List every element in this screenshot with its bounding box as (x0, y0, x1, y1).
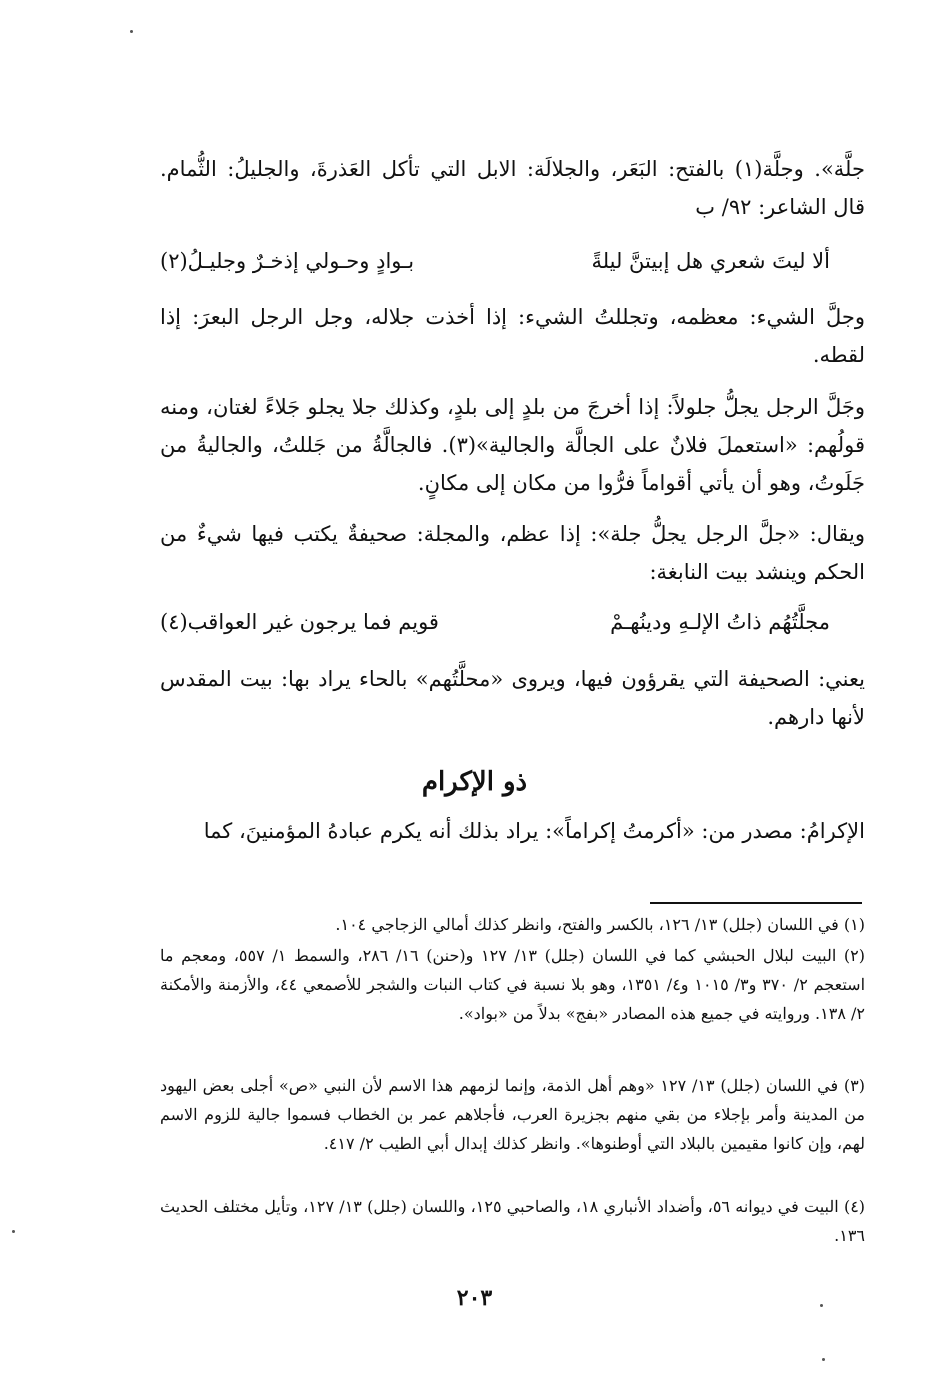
verse-2-second-hemistich: قويم فما يرجون غير العواقب(٤) (160, 610, 439, 634)
footnote-3: (٣) في اللسان (جلل) ١٣/ ١٢٧ «وهم أهل الذمة، وإنما لزمهم هذا الاسم لأن النبي «ص» أجلى بعض اليهود من المدينة وأمر بإجلاء من بقي منهم بجزيرة العرب، فأجلاهم عمر بن الخطاب فسموا جالية للزوم الاسم لهم، وإن كانوا مقيمين بالبلاد التي أوطنوها». وانظر كذلك إبدال أبي الطيب ٢/ ٤١٧. (160, 1076, 866, 1153)
paragraph-2: وجلَّ الشيء: معظمه، وتجللتُ الشيء: إذا أخذت جلاله، وجل الرجل البعرَ: إذا لقطه. (160, 305, 865, 367)
verse-1 (160, 242, 830, 280)
page-number: ٢٠٣ (456, 1285, 493, 1311)
footnote-2: (٢) البيت لبلال الحبشي كما في اللسان (جلل) ١٣/ ١٢٧ و(حنن) ١٦/ ٢٨٦، والسمط ١/ ٥٥٧، ومعجم ما استعجم ٢/ ٣٧٠ و٣/ ١٠١٥ و٤/ ١٣٥١، وهو بلا نسبة في كتاب النبات والشجر للأصمعي ٤٤، والأزمنة والأمكنة ٢/ ١٣٨. وروايته في جميع هذه المصادر «بفج» بدلاً من «بواد». (160, 946, 866, 1023)
footnote-separator (650, 902, 862, 904)
footnote-4: (٤) البيت في ديوانه ٥٦، وأضداد الأنباري ١٨، والصاحبي ١٢٥، واللسان (جلل) ١٣/ ١٢٧، وتأيل مختلف الحديث ١٣٦. (160, 1197, 866, 1245)
footnote-1: (١) في اللسان (جلل) ١٣/ ١٢٦، بالكسر والفتح، وانظر كذلك أمالي الزجاجي ١٠٤. (335, 915, 865, 934)
scan-speck (130, 30, 133, 33)
paragraph-4: ويقال: «جلَّ الرجل يجلُّ جلة»: إذا عظم، والمجلة: صحيفةٌ يكتب فيها شيءٌ من الحكم وينشد بيت النابغة: (160, 522, 865, 584)
paragraph-6: الإكرامُ: مصدر من: «أكرمتُ إكراماً»: يراد بذلك أنه يكرم عبادهُ المؤمنينَ، كما (203, 819, 865, 843)
scan-speck (12, 1230, 15, 1233)
section-heading: ذو الإكرام (421, 767, 528, 797)
paragraph-3: وجَلَّ الرجل يجلُّ جلولاً: إذا أخرجَ من بلدٍ إلى بلدٍ، وكذلك جلا يجلو جَلاءً لغتان، ومنه قولُهم: «استعملَ فلانٌ على الجالَّة والجالية»(٣). فالجالَّةُ من جَللتُ، والجاليةُ من جَلَوتُ، وهو أن يأتي أقواماً فرُّوا من مكان إلى مكانٍ. (160, 395, 865, 495)
verse-1-second-hemistich: بـوادٍ وحـولي إذخـرٌ وجليـلُ(٢) (160, 249, 415, 273)
verse-2 (160, 603, 830, 641)
scan-speck (822, 1358, 825, 1361)
paragraph-5: يعني: الصحيفة التي يقرؤون فيها، ويروى «محلَّتُهم» بالحاء يراد بها: بيت المقدس لأنها دارهم. (160, 667, 865, 729)
paragraph-1: جلَّة». وجلَّة(١) بالفتح: البَعَر، والجلالَة: الابل التي تأكل العَذرةَ، والجليلُ: الثُّمام. قال الشاعر: ٩٢/ ب (160, 157, 865, 219)
scan-speck (820, 1304, 823, 1307)
verse-2-first-hemistich: مجلَّتُهُم ذاتُ الإلـهِ ودينُهـمْ (610, 610, 830, 634)
verse-1-first-hemistich: ألا ليتَ شعري هل إبيتنَّ ليلةً (591, 249, 830, 273)
